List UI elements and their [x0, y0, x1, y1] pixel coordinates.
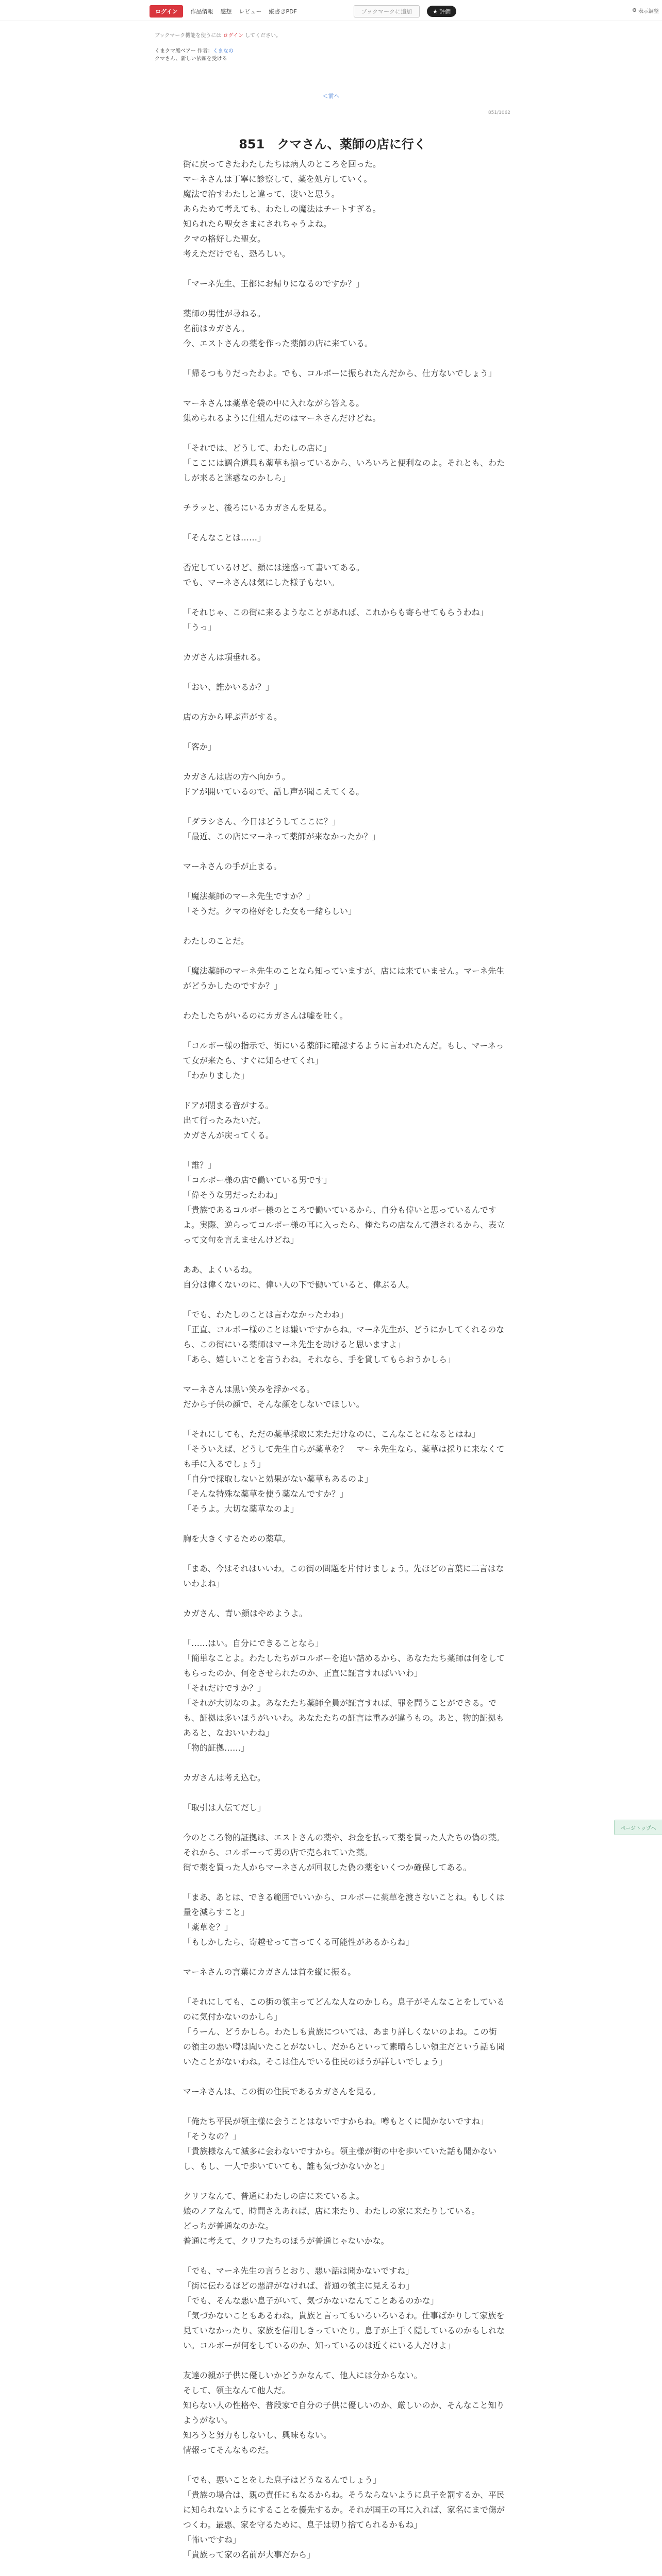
star-icon: ★: [433, 8, 438, 15]
body-paragraph: 「まあ、今はそれはいいわ。この街の問題を片付けましょう。先ほどの言葉に二言はないわよね」: [183, 1564, 504, 1588]
body-paragraph: カガさんは店の方へ向かう。 ドアが開いているので、話し声が聞こえてくる。: [183, 772, 365, 796]
body-paragraph: 「そんなことは……」: [183, 533, 266, 543]
prev-episode-link[interactable]: ＜前へ: [322, 93, 340, 99]
body-paragraph: 胸を大きくするための薬草。: [183, 1534, 291, 1544]
body-paragraph: 「それにしても、この街の領主ってどんな人なのかしら。息子がそんなことをしているのに気付かないのかしら」 「うーん、どうかしら。わたしも貴族については、あまり詳しくないのよね。この街の領主の悪い噂は聞いたことがないし、だからといって素晴らしい領主だという話も聞いたことがないわね。そこは住んでいる住民のほうが詳しいでしょう」: [183, 1997, 505, 2066]
body-paragraph: カガさん、青い顔はやめようよ。: [183, 1608, 307, 1618]
body-paragraph: 「マーネ先生、王都にお帰りになるのですか？」: [183, 279, 365, 289]
body-paragraph: 否定しているけど、顔には迷惑って書いてある。 でも、マーネさんは気にした様子もない。: [183, 563, 365, 587]
top-nav-bar: [0, 0, 662, 21]
body-paragraph: 今のところ物的証拠は、エストさんの薬や、お金を払って薬を買った人たちの偽の薬。 それから、コルボーって男の店で売られていた薬。 街で薬を買った人からマーネさんが回収した偽の薬をいくつか確保してある。: [183, 1833, 505, 1872]
body-paragraph: カガさんは考え込む。: [183, 1773, 266, 1783]
novel-body: [183, 157, 505, 2576]
body-paragraph: 「おい、誰かいるか？」: [183, 682, 274, 692]
body-paragraph: ドアが閉まる音がする。 出て行ったみたいだ。 カガさんが戻ってくる。: [183, 1100, 274, 1140]
body-paragraph: マーネさんの手が止まる。: [183, 861, 282, 871]
body-paragraph: クリフなんて、普通にわたしの店に来ているよ。 娘のノアなんて、時間さえあれば、店に来たり、わたしの家に来たりしている。 どっちが普通なのかな。 普通に考えて、クリフたちのほうが普通じゃないかな。: [183, 2191, 480, 2246]
notice-text-after: してください。: [243, 33, 282, 39]
nav-review-link[interactable]: レビュー: [239, 8, 262, 15]
nav-vertical-pdf-link[interactable]: 縦書きPDF: [269, 8, 297, 15]
body-paragraph: 「客か」: [183, 742, 217, 752]
page-top-button[interactable]: ページトップへ: [614, 1820, 662, 1835]
body-paragraph: わたしたちがいるのにカガさんは嘘を吐く。: [183, 1011, 348, 1021]
gear-icon: ⚙: [632, 8, 637, 13]
body-paragraph: 「でも、マーネ先生の言うとおり、悪い話は聞かないですね」 「街に伝わるほどの悪評がなければ、普通の領主に見えるわ」 「でも、そんな悪い息子がいて、気づかないなんてことあるのかな」 「気づかないこともあるわね。貴族と言ってもいろいろいるわ。仕事ばかりして家族を見ていなかったり、家族を信用しきっていたり。息子が上手く隠しているのかもしれない。コルボーが何をしているのか、知っているのは近くにいる人だけよ」: [183, 2266, 505, 2350]
body-paragraph: カガさんは項垂れる。: [183, 652, 266, 662]
episode-title: 851 クマさん、薬師の店に行く: [239, 137, 426, 152]
body-paragraph: マーネさんは、この街の住民であるカガさんを見る。: [183, 2087, 381, 2096]
body-paragraph: 「俺たち平民が領主様に会うことはないですからね。噂もとくに聞かないですね」 「そうなの？」 「貴族様なんて滅多に会わないですから。領主様が街の中を歩いていた話も聞かないし、もし、一人で歩いていても、誰も気づかないかと」: [183, 2116, 497, 2171]
body-paragraph: 店の方から呼ぶ声がする。: [183, 712, 283, 722]
body-paragraph: 「それじゃ、この街に来るようなことがあれば、これからも寄らせてもらうわね」 「うっ」: [183, 607, 488, 632]
body-paragraph: 薬師の男性が尋ねる。 名前はカガさん。 今、エストさんの薬を作った薬師の店に来ている。: [183, 309, 373, 348]
notice-text-before: ブックマーク機能を使うには: [155, 33, 223, 39]
body-paragraph: ああ、よくいるね。 自分は偉くないのに、偉い人の下で働いていると、偉ぶる人。: [183, 1265, 415, 1290]
body-paragraph: 街に戻ってきたわたしたちは病人のところを回った。 マーネさんは丁寧に診察して、薬を処方していく。 魔法で治すわたしと違って、凄いと思う。 あらためて考えても、わたしの魔法はチートすぎる。 知られたら聖女さまにされちゃうよね。 クマの格好した聖女。 考えただけでも、恐ろしい。: [183, 159, 382, 259]
notice-login-link[interactable]: ログイン: [223, 33, 243, 39]
body-paragraph: 「まあ、あとは、できる範囲でいいから、コルボーに薬草を渡さないことね。もしくは量を減らすこと」 「薬草を？」 「もしかしたら、寄越せって言ってくる可能性があるからね」: [183, 1892, 505, 1947]
chapter-name: クマさん、新しい依頼を受ける: [155, 56, 227, 62]
body-paragraph: 「でも、わたしのことは言わなかったわね」 「正直、コルボー様のことは嫌いですからね。マーネ先生が、どうにかしてくれるのなら、この街にいる薬師はマーネ先生を助けると思いますよ」 「あら、嬉しいことを言うわね。それなら、手を貸してもらおうかしら」: [183, 1310, 505, 1364]
series-title-link[interactable]: くまクマ熊ベアー: [155, 48, 196, 54]
body-paragraph: 「取引は人伝てだし」: [183, 1803, 266, 1812]
body-paragraph: 「ダラシさん、今日はどうしてここに？」 「最近、この店にマーネって薬師が来なかったか？」: [183, 817, 380, 841]
display-settings-button[interactable]: [632, 7, 659, 14]
body-paragraph: 「帰るつもりだったわよ。でも、コルボーに振られたんだから、仕方ないでしょう」: [183, 368, 496, 378]
login-button[interactable]: ログイン: [150, 5, 183, 18]
novel-meta: [155, 47, 234, 63]
body-paragraph: 「魔法薬師のマーネ先生ですか？」 「そうだ。クマの格好をした女も一緒らしい」: [183, 891, 357, 916]
top-nav-items: [150, 5, 456, 18]
rate-button[interactable]: [427, 6, 456, 17]
episode-counter: 851/1062: [488, 110, 510, 115]
body-paragraph: チラッと、後ろにいるカガさんを見る。: [183, 503, 332, 513]
bookmark-login-notice: [155, 31, 281, 39]
body-paragraph: 「魔法薬師のマーネ先生のことなら知っていますが、店には来ていません。マーネ先生がどうかしたのですか？」: [183, 966, 505, 991]
body-paragraph: 「それにしても、ただの薬草採取に来ただけなのに、こんなことになるとはね」 「そういえば、どうして先生自らが薬草を？ マーネ先生なら、薬草は採りに来なくても手に入るでしょう」 「自分で採取しないと効果がない薬草もあるのよ」 「そんな特殊な薬草を使う薬なんですか？」 「そうよ。大切な薬草なのよ」: [183, 1429, 505, 1514]
author-label: 作者：: [197, 48, 213, 54]
body-paragraph: 「でも、悪いことをした息子はどうなるんでしょう」 「貴族の場合は、親の責任にもなるからね。そうならないように息子を罰するか、平民に知られないようにすることを優先するか。それが国王の耳に入れば、家名にまで傷がつくわ。最悪、家を守るために、息子は切り捨てられるかもね」 「怖いですね」 「貴族って家の名前が大事だから」: [183, 2475, 505, 2560]
display-settings-label: 表示調整: [638, 9, 659, 14]
add-bookmark-button[interactable]: ブックマークに追加: [354, 5, 420, 18]
body-paragraph: 「コルボー様の指示で、街にいる薬師に確認するように言われたんだ。もし、マーネって女が来たら、すぐに知らせてくれ」 「わかりました」: [183, 1041, 504, 1080]
body-paragraph: 友達の親が子供に優しいかどうかなんて、他人には分からない。 そして、領主なんて他人だ。 知らない人の性格や、普段家で自分の子供に優しいのか、厳しいのか、そんなこと知りようがない。 知ろうと努力もしないし、興味もない。 情報ってそんなものだ。: [183, 2370, 505, 2455]
nav-novel-info-link[interactable]: 作品情報: [190, 8, 213, 15]
body-paragraph: 「……はい。自分にできることなら」 「簡単なことよ。わたしたちがコルボーを追い詰めるから、あなたたち薬師は何をしてもらったのか、何をさせられたのか、正直に証言すればいいわ」 「それだけですか？」 「それが大切なのよ。あなたたち薬師全員が証言すれば、罪を問うことができる。でも、証拠は多いほうがいいわ。あなたたちの証言は重みが違うもの。あと、物的証拠もあると、なおいいわね」 「物的証拠……」: [183, 1638, 505, 1753]
body-paragraph: マーネさんは薬草を袋の中に入れながら答える。 集められるように仕組んだのはマーネさんだけどね。: [183, 398, 381, 423]
body-paragraph: マーネさんの言葉にカガさんは首を縦に振る。: [183, 1967, 356, 1977]
nav-impressions-link[interactable]: 感想: [220, 8, 232, 15]
body-paragraph: マーネさんは黒い笑みを浮かべる。 だから子供の顔で、そんな顔をしないでほしい。: [183, 1384, 365, 1409]
rate-label: 評価: [439, 8, 451, 15]
body-paragraph: 「それでは、どうして、わたしの店に」 「ここには調合道具も薬草も揃っているから、いろいろと便利なのよ。それとも、わたしが来ると迷惑なのかしら」: [183, 443, 505, 483]
body-paragraph: 「誰？」 「コルボー様の店で働いている男です」 「偉そうな男だったわね」 「貴族であるコルボー様のところで働いているから、自分も偉いと思っているんですよ。実際、逆らってコルボー様の耳に入ったら、俺たちの店なんて潰されるから、表立って文句を言えませんけどね」: [183, 1160, 505, 1245]
body-paragraph: わたしのことだ。: [183, 936, 250, 946]
author-link[interactable]: くまなの: [212, 48, 234, 54]
